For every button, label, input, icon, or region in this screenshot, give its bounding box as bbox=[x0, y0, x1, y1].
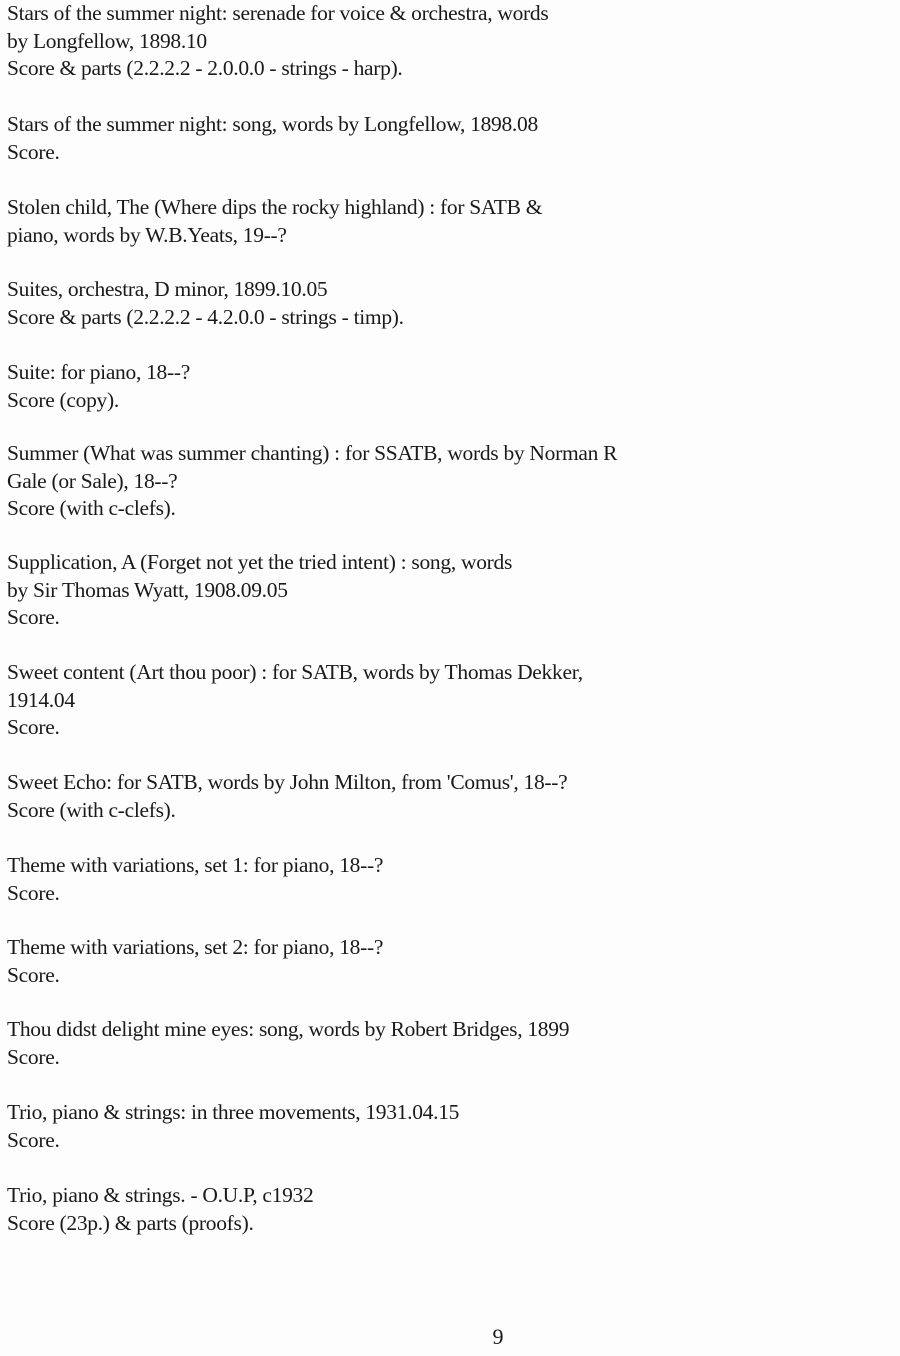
catalog-entry-theme-variations-1 bbox=[7, 852, 897, 907]
catalog-entry-supplication bbox=[7, 549, 897, 632]
entry-title-line: Sweet content (Art thou poor) : for SATB, words by Thomas Dekker, bbox=[7, 660, 583, 684]
catalog-entry-sweet-echo bbox=[7, 769, 897, 824]
catalog-entry-thou-didst-delight bbox=[7, 1016, 897, 1071]
catalog-entry-trio-oup bbox=[7, 1182, 897, 1237]
entry-title-line: Supplication, A (Forget not yet the tried intent) : song, words bbox=[7, 550, 513, 574]
entry-title-line: Suite: for piano, 18--? bbox=[7, 360, 190, 384]
entry-format-line: Score. bbox=[7, 1127, 60, 1152]
entry-title-line: Stolen child, The (Where dips the rocky highland) : for SATB & bbox=[7, 195, 543, 219]
entry-format-line: Score (copy). bbox=[7, 387, 119, 412]
entry-title-line: Thou didst delight mine eyes: song, words by Robert Bridges, 1899 bbox=[7, 1017, 570, 1041]
page-number: 9 bbox=[492, 1324, 504, 1349]
entry-title-line: Summer (What was summer chanting) : for SSATB, words by Norman R bbox=[7, 441, 618, 465]
entry-title-line: by Longfellow, 1898.10 bbox=[7, 28, 207, 53]
entry-format-line: Score & parts (2.2.2.2 - 4.2.0.0 - strings - timp). bbox=[7, 304, 404, 329]
entry-title-line: by Sir Thomas Wyatt, 1908.09.05 bbox=[7, 577, 288, 602]
entry-title-line: Trio, piano & strings. - O.U.P, c1932 bbox=[7, 1183, 314, 1207]
catalog-entry-theme-variations-2 bbox=[7, 934, 897, 989]
entry-format-line: Score (23p.) & parts (proofs). bbox=[7, 1210, 254, 1235]
catalog-entry-suite-piano bbox=[7, 359, 897, 414]
entry-title-line: Gale (or Sale), 18--? bbox=[7, 468, 178, 493]
entry-format-line: Score. bbox=[7, 1044, 60, 1069]
entry-format-line: Score (with c-clefs). bbox=[7, 797, 176, 822]
entry-title-line: Stars of the summer night: serenade for voice & orchestra, words bbox=[7, 1, 549, 25]
catalog-entry-trio-movements bbox=[7, 1099, 897, 1154]
entry-format-line: Score. bbox=[7, 962, 60, 987]
entry-title-line: Theme with variations, set 1: for piano, 18--? bbox=[7, 853, 384, 877]
entry-title-line: piano, words by W.B.Yeats, 19--? bbox=[7, 222, 287, 247]
catalog-entry-stars-serenade bbox=[7, 0, 897, 83]
entry-title-line: 1914.04 bbox=[7, 687, 75, 712]
catalog-entry-sweet-content bbox=[7, 659, 897, 742]
entry-format-line: Score. bbox=[7, 139, 60, 164]
catalog-entry-summer bbox=[7, 440, 897, 523]
entry-format-line: Score & parts (2.2.2.2 - 2.0.0.0 - strings - harp). bbox=[7, 56, 403, 80]
entry-format-line: Score. bbox=[7, 605, 60, 629]
entry-format-line: Score. bbox=[7, 715, 60, 739]
entry-title-line: Theme with variations, set 2: for piano, 18--? bbox=[7, 935, 384, 959]
entry-title-line: Stars of the summer night: song, words by Longfellow, 1898.08 bbox=[7, 112, 538, 136]
entry-title-line: Sweet Echo: for SATB, words by John Milton, from 'Comus', 18--? bbox=[7, 770, 568, 794]
catalog-entry-stars-song bbox=[7, 111, 897, 166]
entry-title-line: Trio, piano & strings: in three movements, 1931.04.15 bbox=[7, 1100, 460, 1124]
entry-format-line: Score. bbox=[7, 880, 60, 905]
entry-title-line: Suites, orchestra, D minor, 1899.10.05 bbox=[7, 277, 328, 301]
catalog-entry-suites-orchestra bbox=[7, 276, 897, 331]
catalog-entry-stolen-child bbox=[7, 194, 897, 249]
entry-format-line: Score (with c-clefs). bbox=[7, 496, 176, 520]
